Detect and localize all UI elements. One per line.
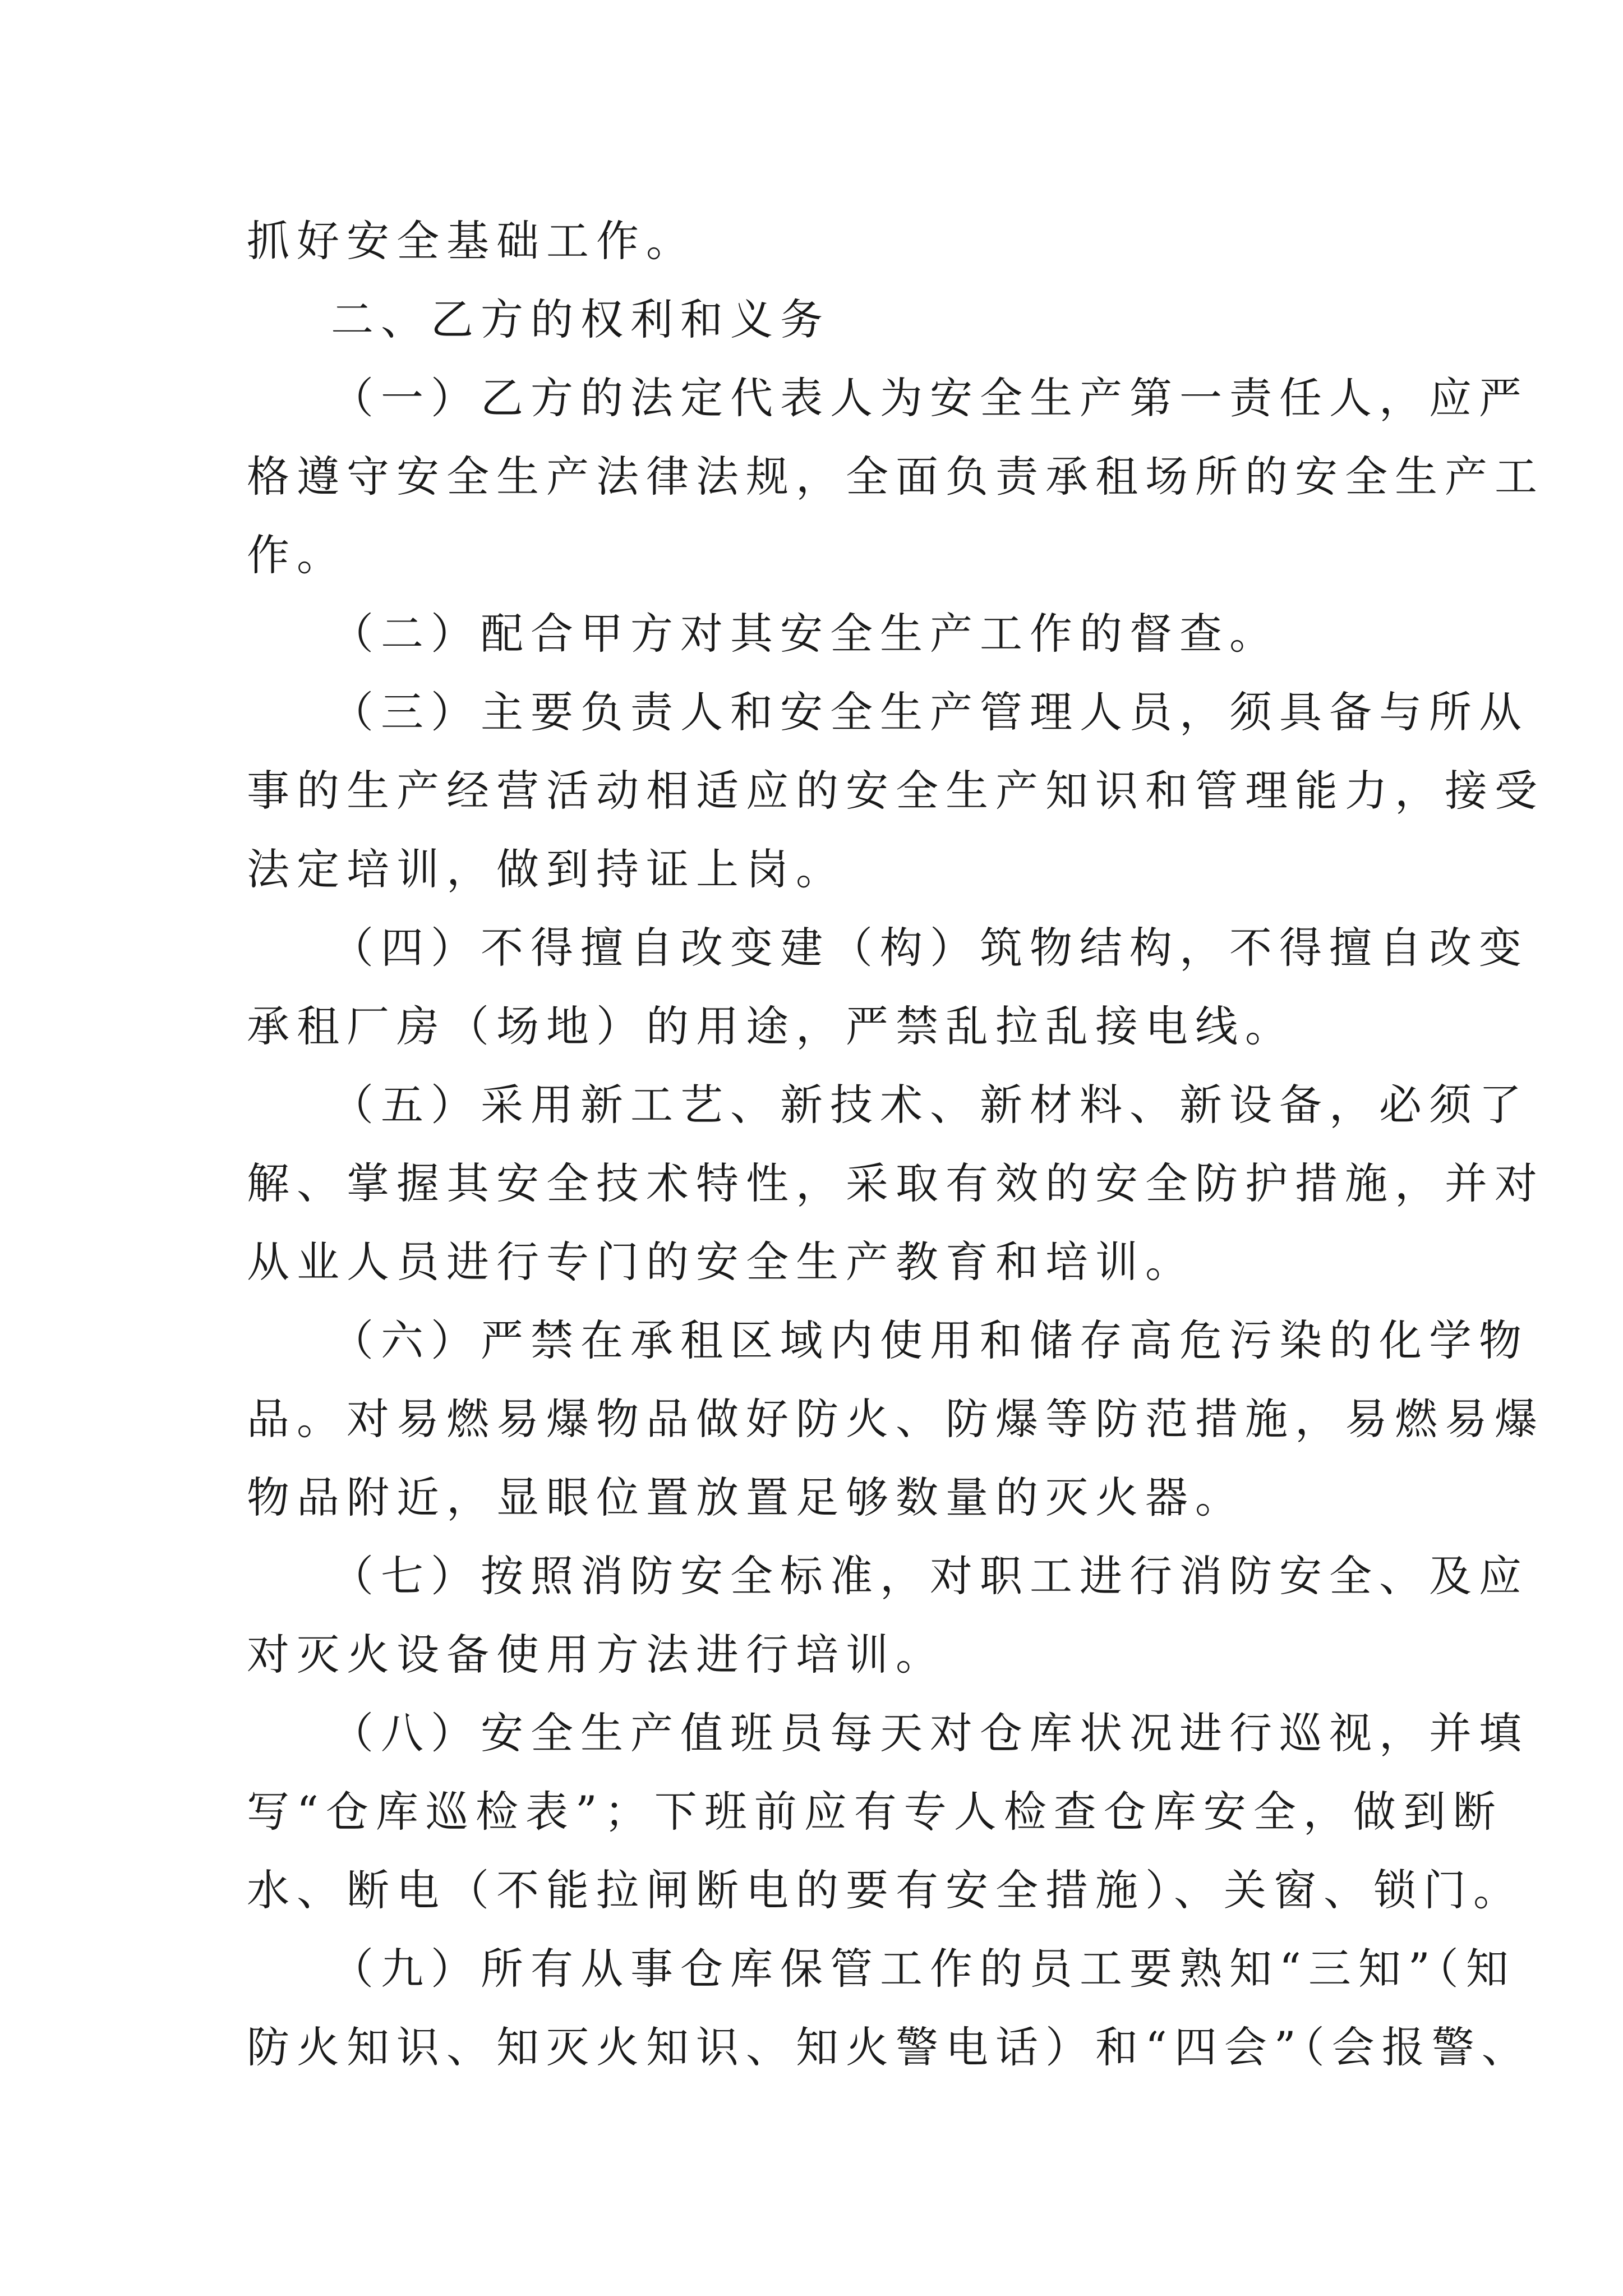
paragraph-line: 写“仓库巡检表”；下班前应有专人检查仓库安全，做到断 — [247, 1787, 1503, 1837]
paragraph-line: 作。 — [247, 530, 347, 580]
paragraph-line: 物品附近，显眼位置放置足够数量的灭火器。 — [247, 1473, 1245, 1522]
paragraph-line: 抓好安全基础工作。 — [247, 216, 696, 266]
paragraph-line: 事的生产经营活动相适应的安全生产知识和管理能力，接受 — [247, 766, 1544, 816]
paragraph-line: 解、掌握其安全技术特性，采取有效的安全防护措施，并对 — [247, 1158, 1544, 1208]
paragraph-line: （四）不得擅自改变建（构）筑物结构，不得擅自改变 — [331, 923, 1529, 973]
paragraph-line: 水、断电（不能拉闸断电的要有安全措施）、关窗、锁门。 — [247, 1865, 1523, 1915]
paragraph-line: 品。对易燃易爆物品做好防火、防爆等防范措施，易燃易爆 — [247, 1394, 1544, 1444]
paragraph-line: （九）所有从事仓库保管工作的员工要熟知“三知”（知 — [331, 1944, 1516, 1994]
paragraph-line: （一）乙方的法定代表人为安全生产第一责任人，应严 — [331, 373, 1529, 423]
paragraph-line: 对灭火设备使用方法进行培训。 — [247, 1630, 946, 1680]
paragraph-line: 从业人员进行专门的安全生产教育和培训。 — [247, 1237, 1195, 1287]
paragraph-line: （八）安全生产值班员每天对仓库状况进行巡视，并填 — [331, 1708, 1529, 1758]
paragraph-line: 承租厂房（场地）的用途，严禁乱拉乱接电线。 — [247, 1001, 1295, 1051]
paragraph-line: 格遵守安全生产法律法规，全面负责承租场所的安全生产工 — [247, 452, 1544, 501]
paragraph-line: （六）严禁在承租区域内使用和储存高危污染的化学物 — [331, 1315, 1529, 1365]
paragraph-line: 防火知识、知灭火知识、知火警电话）和“四会”（会报警、 — [247, 2022, 1532, 2072]
section-heading: 二、乙方的权利和义务 — [331, 295, 830, 344]
paragraph-line: （三）主要负责人和安全生产管理人员，须具备与所从 — [331, 687, 1529, 737]
paragraph-line: （七）按照消防安全标准，对职工进行消防安全、及应 — [331, 1551, 1529, 1601]
paragraph-line: （二）配合甲方对其安全生产工作的督查。 — [331, 609, 1279, 659]
paragraph-line: （五）采用新工艺、新技术、新材料、新设备，必须了 — [331, 1080, 1529, 1130]
paragraph-line: 法定培训，做到持证上岗。 — [247, 844, 846, 894]
